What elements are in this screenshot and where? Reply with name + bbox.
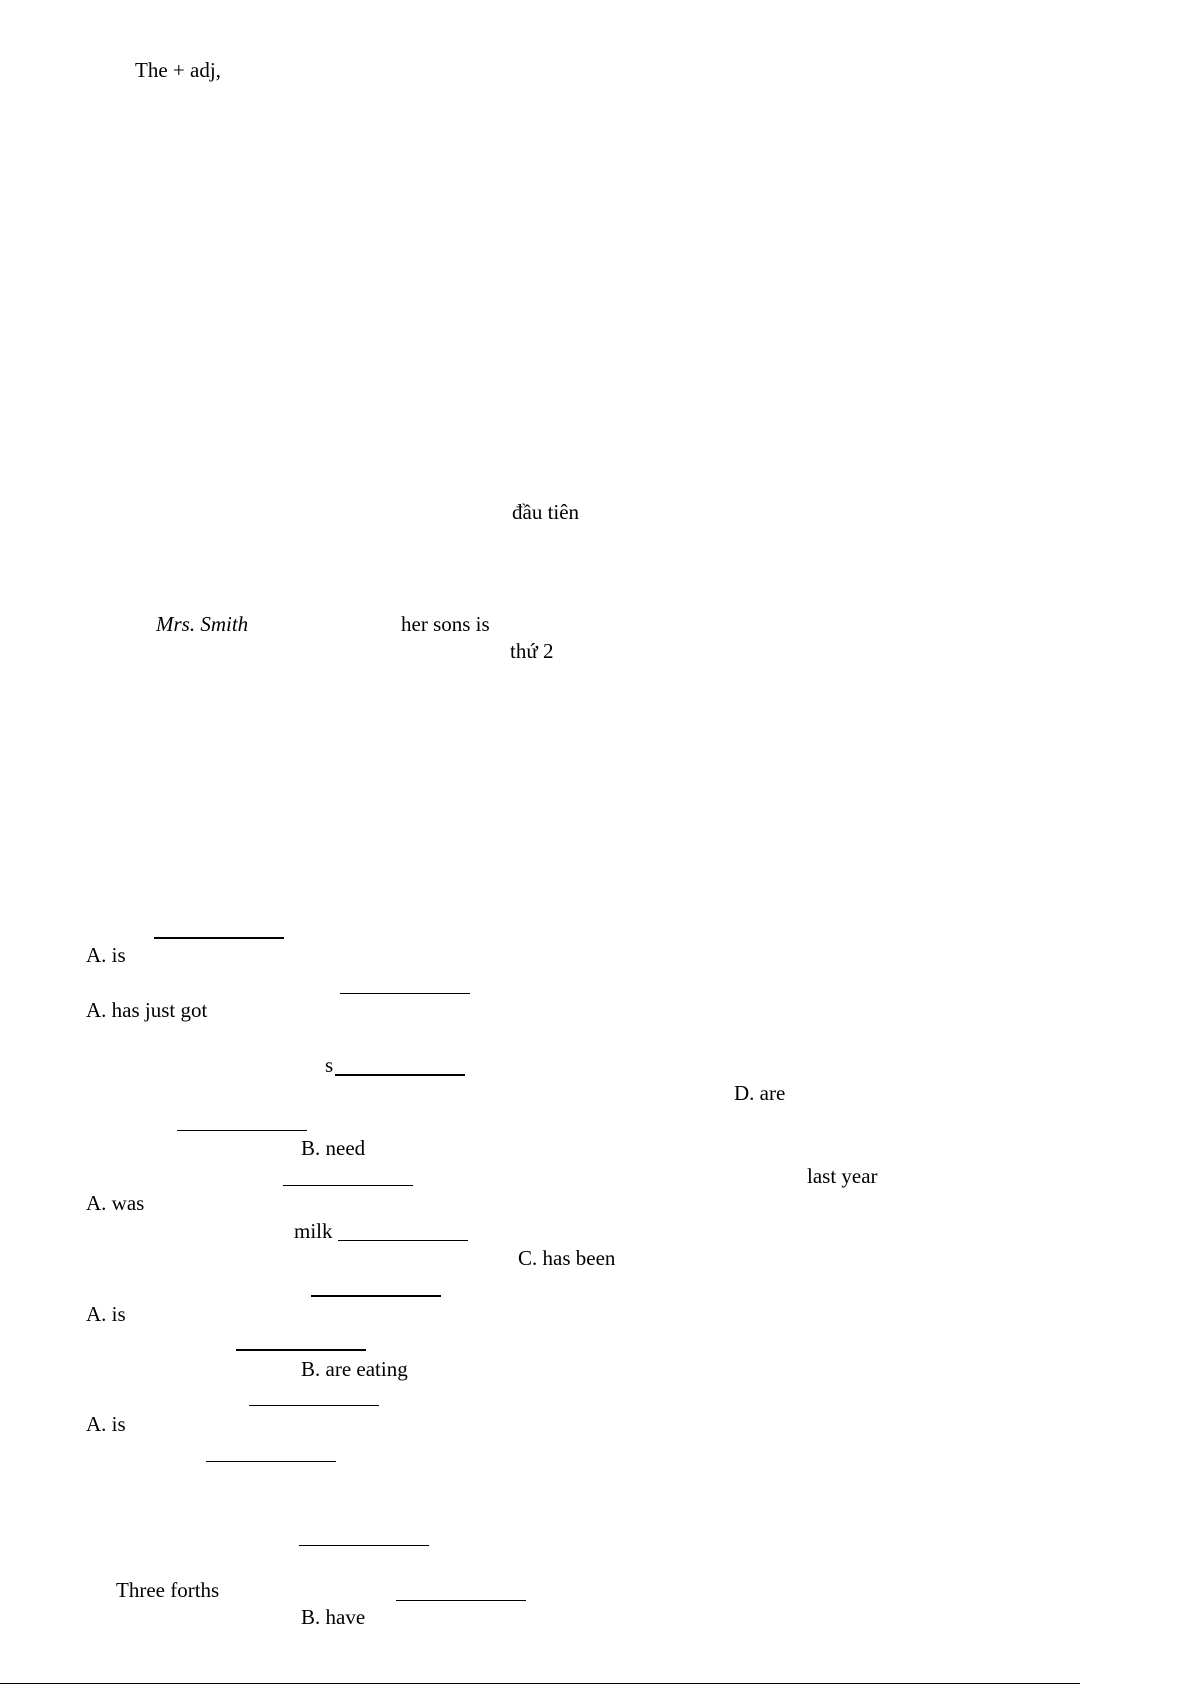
- option-d: D. are: [734, 1081, 786, 1105]
- answer-blank: [249, 1405, 379, 1406]
- page-bottom-rule: [0, 1683, 1080, 1684]
- word-fragment: s: [325, 1053, 334, 1077]
- option-c: C. has been: [518, 1246, 616, 1270]
- option-a: A. is: [86, 1412, 126, 1436]
- label-thu-2: thứ 2: [510, 639, 554, 663]
- example-mrs-smith: Mrs. Smith: [156, 612, 249, 636]
- answer-blank: [396, 1600, 526, 1601]
- option-a: A. was: [86, 1191, 145, 1215]
- word-fragment: milk: [294, 1219, 333, 1243]
- option-b: B. need: [301, 1136, 366, 1160]
- option-b: B. are eating: [301, 1357, 408, 1381]
- answer-blank: [177, 1130, 307, 1131]
- label-dau-tien: đầu tiên: [512, 500, 580, 524]
- answer-blank: [311, 1295, 441, 1297]
- answer-blank: [206, 1461, 336, 1462]
- option-a: A. is: [86, 943, 126, 967]
- example-her-sons-is: her sons is: [401, 612, 490, 636]
- option-a: A. is: [86, 1302, 126, 1326]
- option-b: B. have: [301, 1605, 366, 1629]
- answer-blank: [154, 937, 284, 939]
- answer-blank: [338, 1240, 468, 1241]
- answer-blank: [340, 993, 470, 994]
- answer-blank: [283, 1185, 413, 1186]
- answer-blank: [335, 1074, 465, 1076]
- rule-the-adj: The + adj,: [135, 58, 221, 82]
- answer-blank: [299, 1545, 429, 1546]
- option-a: A. has just got: [86, 998, 208, 1022]
- word-fragment: last year: [807, 1164, 878, 1188]
- word-fragment: Three forths: [116, 1578, 220, 1602]
- answer-blank: [236, 1349, 366, 1351]
